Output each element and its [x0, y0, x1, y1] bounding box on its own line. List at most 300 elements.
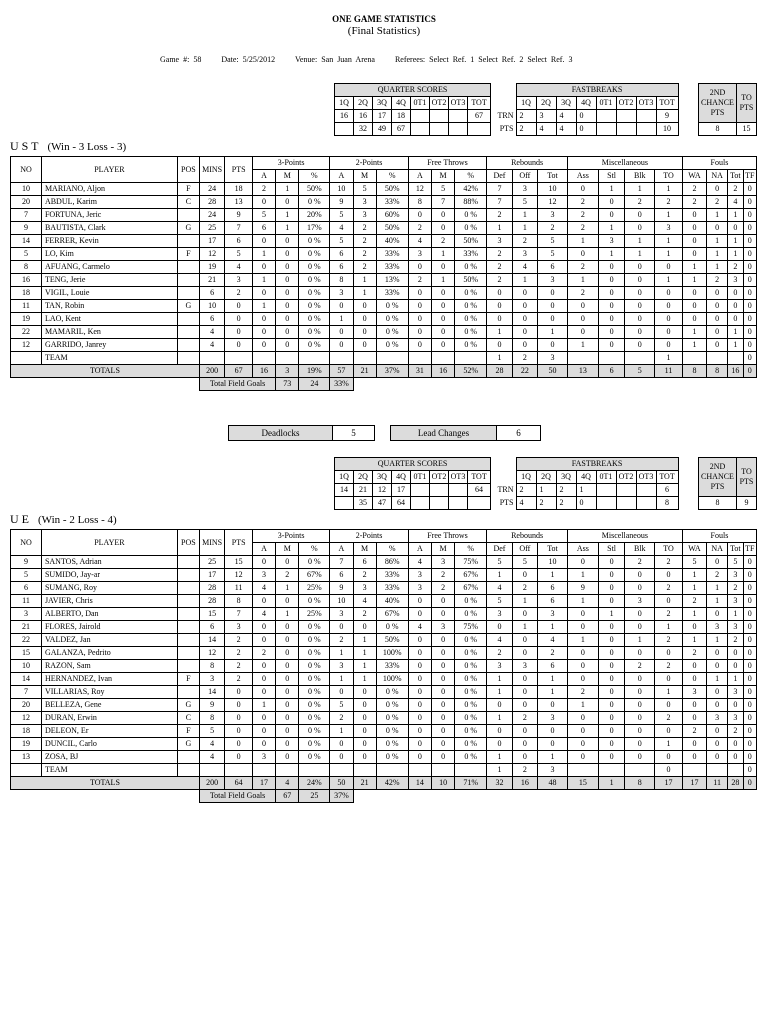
stat-cell: 0: [512, 300, 537, 313]
stat-cell: 0: [512, 751, 537, 764]
stat-cell: 0: [743, 209, 756, 222]
stat-cell: 0 %: [299, 274, 330, 287]
total-cell: 50: [330, 777, 353, 790]
stat-cell: 1: [707, 634, 728, 647]
player-name: SUMIDO, Jay-ar: [41, 569, 177, 582]
total-cell: 57: [330, 365, 353, 378]
fastbreak-pts: [636, 123, 656, 136]
player-position: F: [177, 725, 199, 738]
total-cell: 67: [225, 365, 253, 378]
player-position: [177, 595, 199, 608]
stat-cell: 2: [487, 274, 512, 287]
player-row: [11, 751, 757, 764]
stat-cell: 3: [487, 235, 512, 248]
stat-cell: 3: [655, 222, 683, 235]
spacer: [11, 790, 200, 803]
stat-cell: 1: [567, 235, 598, 248]
stat-cell: 100%: [376, 647, 408, 660]
stat-cell: 0: [353, 751, 376, 764]
group-3points-header: 3-Points: [252, 157, 329, 170]
stat-cell: 0: [682, 235, 706, 248]
stat-cell: 0: [353, 621, 376, 634]
fastbreak-pts: 4: [536, 123, 556, 136]
stat-cell: 0: [225, 339, 253, 352]
player-position: [177, 326, 199, 339]
stat-cell: 4: [408, 235, 431, 248]
stat-cell: 9: [567, 582, 598, 595]
trn-label: TRN: [497, 485, 514, 494]
stat-cell: 0: [743, 556, 756, 569]
stat-cell: 0: [743, 222, 756, 235]
stat-cell: 0 %: [455, 673, 487, 686]
stat-cell: 0: [330, 621, 353, 634]
stat-cell: 0: [598, 209, 625, 222]
fastbreak-trn: 0: [576, 110, 596, 123]
total-cell: 48: [538, 777, 568, 790]
stat-cell: 0: [252, 556, 275, 569]
player-row: [11, 274, 757, 287]
stat-cell: 0 %: [455, 287, 487, 300]
group-2points-header: 2-Points: [330, 157, 408, 170]
stat-cell: 2: [225, 287, 253, 300]
stat-cell: 5: [330, 209, 353, 222]
team-off: 2: [512, 352, 537, 365]
stat-cell: 0: [682, 248, 706, 261]
player-row: [11, 183, 757, 196]
fg-attempts: 67: [276, 790, 299, 803]
stat-cell: 0: [655, 647, 683, 660]
col-mins-header: MINS: [199, 157, 224, 183]
second-chance-value: 8: [699, 497, 737, 510]
fastbreak-trn: 2: [516, 110, 536, 123]
stat-cell: 0: [276, 725, 299, 738]
stat-cell: 0: [408, 313, 431, 326]
player-number: 22: [11, 326, 42, 339]
second-chance-value: 8: [699, 123, 737, 136]
stat-cell: 5: [225, 248, 253, 261]
player-name: SANTOS, Adrian: [41, 556, 177, 569]
stat-cell: 21: [199, 274, 224, 287]
stat-cell: 4: [199, 326, 224, 339]
stat-cell: 25: [199, 222, 224, 235]
stat-cell: 0: [625, 725, 655, 738]
player-position: F: [177, 673, 199, 686]
sub-header: A: [408, 543, 431, 556]
stat-cell: 6: [252, 222, 275, 235]
stat-cell: 0: [598, 261, 625, 274]
fastbreak-trn: [616, 110, 636, 123]
stat-cell: 2: [512, 235, 537, 248]
stat-cell: 0: [598, 673, 625, 686]
stat-cell: 2: [682, 647, 706, 660]
stat-cell: 1: [512, 222, 537, 235]
stat-cell: 0: [512, 608, 537, 621]
stat-cell: 1: [707, 209, 728, 222]
fastbreak-pts: 8: [656, 497, 678, 510]
stat-cell: 0: [743, 725, 756, 738]
fastbreak-pts: [636, 497, 656, 510]
period-header: 1Q: [335, 471, 354, 484]
stat-cell: 0 %: [455, 313, 487, 326]
player-number: 14: [11, 673, 42, 686]
stat-cell: 1: [487, 673, 512, 686]
player-name: DUNCIL, Carlo: [41, 738, 177, 751]
stat-cell: 3: [408, 582, 431, 595]
stat-cell: 0: [538, 313, 568, 326]
stat-cell: 0 %: [299, 751, 330, 764]
spacer: [496, 84, 516, 97]
stat-cell: 1: [655, 209, 683, 222]
stat-cell: 5: [353, 183, 376, 196]
empty-cell: [225, 764, 253, 777]
sub-header: Off: [512, 170, 537, 183]
stat-cell: 2: [431, 569, 454, 582]
stat-cell: 0: [655, 287, 683, 300]
stat-cell: 0: [598, 751, 625, 764]
stat-cell: 0: [353, 725, 376, 738]
stat-cell: 67%: [299, 569, 330, 582]
player-position: [177, 556, 199, 569]
pts-label: PTS: [499, 124, 514, 133]
stat-cell: 0: [707, 738, 728, 751]
sub-header: A: [330, 543, 353, 556]
stat-cell: 0: [598, 647, 625, 660]
stat-cell: 0: [728, 647, 743, 660]
stat-cell: 3: [512, 248, 537, 261]
period-header: TOT: [656, 97, 678, 110]
stat-cell: 0: [707, 751, 728, 764]
stat-cell: 5: [431, 183, 454, 196]
stat-cell: 3: [512, 660, 537, 673]
sub-header: TF: [743, 543, 756, 556]
stat-cell: 0: [353, 686, 376, 699]
report-subtitle: (Final Statistics): [347, 25, 421, 37]
stat-cell: 0: [598, 582, 625, 595]
total-cell: 16: [728, 365, 743, 378]
stat-cell: 3: [431, 556, 454, 569]
stat-cell: 0: [487, 300, 512, 313]
empty-cell: [682, 764, 706, 777]
stat-cell: 1: [567, 569, 598, 582]
group-freethrows-header: Free Throws: [408, 157, 486, 170]
stat-cell: 0: [707, 300, 728, 313]
stat-cell: 1: [353, 647, 376, 660]
stat-cell: 0: [655, 751, 683, 764]
stat-cell: 0: [598, 595, 625, 608]
player-number: 22: [11, 634, 42, 647]
stat-cell: 0: [512, 569, 537, 582]
empty-cell: [330, 352, 353, 365]
stat-cell: 1: [431, 248, 454, 261]
referees: Select Ref. 1 Select Ref. 2 Select Ref. 3: [429, 55, 573, 64]
player-row: [11, 569, 757, 582]
group-rebounds-header: Rebounds: [487, 157, 568, 170]
total-cell: 28: [487, 365, 512, 378]
stat-cell: 2: [728, 725, 743, 738]
stat-cell: 0: [625, 209, 655, 222]
stat-cell: 0 %: [376, 300, 408, 313]
total-cell: 64: [225, 777, 253, 790]
stat-cell: 0: [625, 621, 655, 634]
stat-cell: 2: [353, 248, 376, 261]
game-number: 58: [193, 55, 202, 64]
stat-cell: 0: [431, 261, 454, 274]
quarter-score: 18: [392, 110, 411, 123]
stat-cell: 2: [225, 647, 253, 660]
col-no-header: NO: [11, 157, 42, 183]
fastbreak-trn: [616, 484, 636, 497]
lead-changes-table: [390, 425, 541, 441]
stat-cell: 33%: [455, 248, 487, 261]
period-header: 0T1: [596, 471, 616, 484]
stat-cell: 33%: [376, 248, 408, 261]
total-cell: 21: [353, 365, 376, 378]
stat-cell: 0 %: [376, 712, 408, 725]
stat-cell: 0: [682, 209, 706, 222]
stat-cell: 0: [625, 287, 655, 300]
quarter-score: 14: [335, 484, 354, 497]
stat-cell: 1: [625, 235, 655, 248]
player-position: G: [177, 738, 199, 751]
stat-cell: 20%: [299, 209, 330, 222]
stat-cell: 0: [487, 738, 512, 751]
sub-header: A: [252, 170, 275, 183]
stat-cell: 33%: [376, 660, 408, 673]
total-cell: 11: [655, 365, 683, 378]
stat-cell: 0: [743, 313, 756, 326]
stat-cell: 0: [252, 738, 275, 751]
sub-header: Ass: [567, 543, 598, 556]
stat-cell: 100%: [376, 673, 408, 686]
stat-cell: 1: [682, 608, 706, 621]
stat-cell: 1: [330, 673, 353, 686]
period-header: 1Q: [516, 471, 536, 484]
stat-cell: 0: [625, 313, 655, 326]
player-number: 12: [11, 339, 42, 352]
stat-cell: 0 %: [455, 660, 487, 673]
stat-cell: 0: [353, 313, 376, 326]
stat-cell: 0: [431, 300, 454, 313]
spacer: [496, 471, 516, 484]
stat-cell: 0: [655, 339, 683, 352]
period-header: 2Q: [536, 471, 556, 484]
stat-cell: 0: [276, 248, 299, 261]
stat-cell: 0 %: [299, 673, 330, 686]
stat-cell: 15: [199, 608, 224, 621]
stat-cell: 0: [625, 582, 655, 595]
referees-label: Referees:: [394, 55, 426, 64]
stat-cell: 1: [567, 274, 598, 287]
player-row: [11, 261, 757, 274]
period-header: OT2: [430, 471, 449, 484]
player-number: 15: [11, 647, 42, 660]
stat-cell: 0: [682, 738, 706, 751]
game-number-label: Game #:: [160, 55, 190, 64]
stat-cell: 0: [252, 673, 275, 686]
stat-cell: 2: [567, 686, 598, 699]
sub-header: Tot: [728, 543, 743, 556]
stat-cell: 2: [353, 261, 376, 274]
stat-cell: 1: [707, 248, 728, 261]
to-pts-header: TO PTS: [737, 84, 757, 123]
stat-cell: 0: [252, 595, 275, 608]
stat-cell: 5: [330, 699, 353, 712]
stat-cell: 1: [353, 673, 376, 686]
stat-cell: 0 %: [299, 621, 330, 634]
stat-cell: 0 %: [299, 339, 330, 352]
team-row: [11, 352, 757, 365]
player-row: [11, 699, 757, 712]
stat-cell: 1: [682, 582, 706, 595]
team-record: (Win - 2 Loss - 4): [38, 514, 117, 526]
stat-cell: 1: [276, 608, 299, 621]
stat-cell: 1: [728, 326, 743, 339]
total-fg-label: Total Field Goals: [199, 790, 275, 803]
stat-cell: 0: [743, 751, 756, 764]
stat-cell: 33%: [376, 196, 408, 209]
player-name: DELEON, Er: [41, 725, 177, 738]
stat-cell: 2: [567, 222, 598, 235]
group-fouls-header: Fouls: [682, 157, 756, 170]
player-position: [177, 261, 199, 274]
stat-cell: 0: [728, 222, 743, 235]
stat-cell: 0: [252, 261, 275, 274]
stat-cell: 0: [743, 647, 756, 660]
stat-cell: 50%: [299, 183, 330, 196]
stat-cell: 0: [598, 196, 625, 209]
stat-cell: 3: [330, 287, 353, 300]
player-position: [177, 569, 199, 582]
cumulative-score: 67: [392, 123, 411, 136]
second-chance-header: 2ND CHANCE PTS: [699, 458, 737, 497]
stat-cell: 0: [276, 235, 299, 248]
stat-cell: 0: [743, 738, 756, 751]
stat-cell: 1: [487, 686, 512, 699]
stat-cell: 0: [538, 300, 568, 313]
stat-cell: 0 %: [376, 725, 408, 738]
stat-cell: 2: [252, 647, 275, 660]
stat-cell: 1: [353, 274, 376, 287]
player-row: [11, 686, 757, 699]
player-position: [177, 582, 199, 595]
quarter-score: [411, 484, 430, 497]
stat-cell: 3: [431, 621, 454, 634]
stat-cell: 0: [276, 634, 299, 647]
stat-cell: 0: [538, 699, 568, 712]
stat-cell: 3: [707, 621, 728, 634]
fastbreak-trn: 3: [536, 110, 556, 123]
stat-cell: 3: [353, 209, 376, 222]
stat-cell: 0: [728, 660, 743, 673]
stat-cell: 2: [353, 235, 376, 248]
stat-cell: 0: [655, 326, 683, 339]
sub-header: Tot: [538, 170, 568, 183]
stat-cell: 0: [252, 660, 275, 673]
stat-cell: 0: [225, 738, 253, 751]
player-name: ABDUL, Karim: [41, 196, 177, 209]
stat-cell: 1: [538, 621, 568, 634]
stat-cell: 1: [353, 287, 376, 300]
stat-cell: 3: [538, 712, 568, 725]
stat-cell: 0 %: [455, 699, 487, 712]
stat-cell: 0: [276, 326, 299, 339]
sub-header: Blk: [625, 543, 655, 556]
sub-header: TO: [655, 170, 683, 183]
pts-label: PTS: [499, 498, 514, 507]
col-no-header: NO: [11, 530, 42, 556]
stat-cell: 0: [353, 699, 376, 712]
stat-cell: 0: [431, 634, 454, 647]
game-date: 5/25/2012: [242, 55, 276, 64]
player-name: LO, Kim: [41, 248, 177, 261]
cumulative-score: [430, 123, 449, 136]
sub-header: TF: [743, 170, 756, 183]
empty-cell: [177, 352, 199, 365]
sub-header: Off: [512, 543, 537, 556]
stat-cell: 12: [199, 647, 224, 660]
fastbreak-trn: 9: [656, 110, 678, 123]
stat-cell: 0: [655, 313, 683, 326]
stat-cell: 0: [408, 326, 431, 339]
sub-header: Tot: [538, 543, 568, 556]
total-cell: 17: [655, 777, 683, 790]
stat-cell: 6: [330, 248, 353, 261]
stat-cell: 4: [408, 621, 431, 634]
stat-cell: 10: [330, 183, 353, 196]
sub-header: M: [353, 170, 376, 183]
empty-cell: [431, 764, 454, 777]
stat-cell: 1: [682, 339, 706, 352]
quarter-score: [430, 110, 449, 123]
stat-cell: 25%: [299, 582, 330, 595]
stat-cell: 0: [567, 751, 598, 764]
stat-cell: 0: [682, 313, 706, 326]
stat-cell: 0: [276, 660, 299, 673]
group-misc-header: Miscellaneous: [567, 530, 682, 543]
player-name: JAVIER, Chris: [41, 595, 177, 608]
stat-cell: 0: [655, 595, 683, 608]
stat-cell: 4: [199, 738, 224, 751]
team-tf: 0: [743, 352, 756, 365]
sub-header: M: [276, 170, 299, 183]
stat-cell: 0: [276, 556, 299, 569]
empty-cell: [353, 352, 376, 365]
quarter-score: 17: [373, 110, 392, 123]
total-cell: 3: [276, 365, 299, 378]
stat-cell: 1: [538, 673, 568, 686]
stat-cell: 5: [538, 248, 568, 261]
stat-cell: 0 %: [299, 248, 330, 261]
stat-cell: 2: [431, 582, 454, 595]
stat-cell: 60%: [376, 209, 408, 222]
sub-header: NA: [707, 543, 728, 556]
stat-cell: 0: [743, 582, 756, 595]
stat-cell: 0: [743, 287, 756, 300]
stat-cell: 0 %: [376, 313, 408, 326]
stat-cell: 0: [598, 738, 625, 751]
stat-cell: 4: [487, 634, 512, 647]
field-goals-row: [11, 790, 757, 803]
player-row: [11, 712, 757, 725]
stat-cell: 0: [567, 556, 598, 569]
player-number: 20: [11, 699, 42, 712]
player-name: BAUTISTA, Clark: [41, 222, 177, 235]
fastbreak-pts: [616, 123, 636, 136]
total-cell: 37%: [376, 365, 408, 378]
stat-cell: 4: [252, 608, 275, 621]
stat-cell: 1: [625, 183, 655, 196]
stat-cell: 1: [625, 634, 655, 647]
